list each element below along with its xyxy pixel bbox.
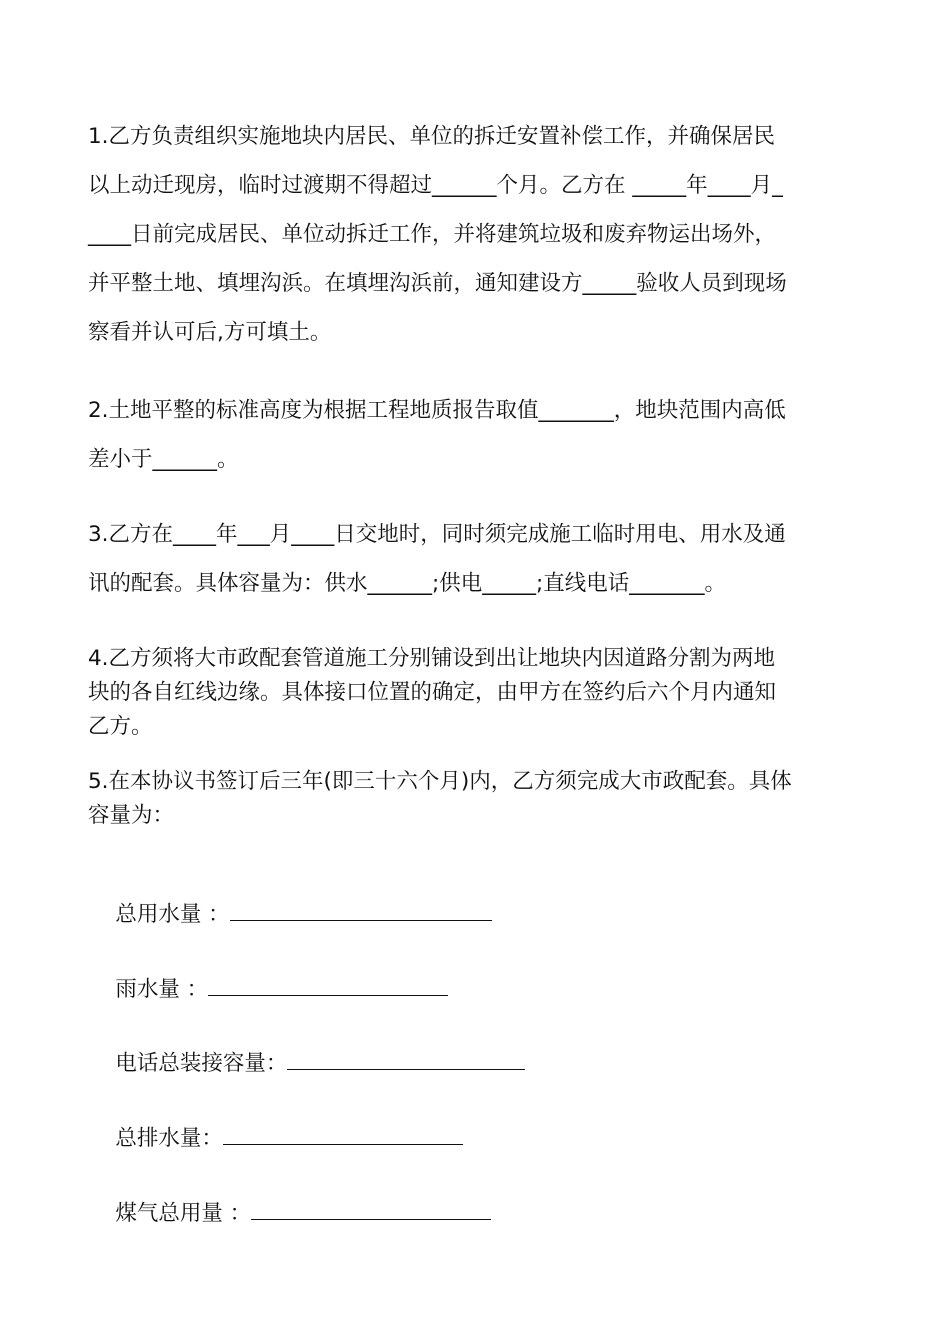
field-label: 煤气总用量 ： <box>115 1201 252 1226</box>
clause-3-line-1: 3.乙方在____年___月____日交地时，同时须完成施工临时用电、用水及通 <box>88 522 786 547</box>
clause-1-line-4: 并平整土地、填埋沟浜。在填埋沟浜前，通知建设方_____验收人员到现场 <box>88 271 787 296</box>
drainage-blank[interactable] <box>223 1122 463 1145</box>
clause-5 <box>88 765 864 833</box>
field-label: 总用水量 ： <box>115 902 230 927</box>
clause-2 <box>88 386 864 484</box>
clause-4-line-3: 乙方。 <box>88 714 153 739</box>
clause-3 <box>88 510 864 608</box>
clause-5-line-1: 5.在本协议书签订后三年(即三十六个月)内，乙方须完成大市政配套。具体 <box>88 769 792 794</box>
clause-3-line-2: 讯的配套。具体容量为：供水______;供电_____;直线电话_______。 <box>88 571 726 596</box>
clause-5-line-2: 容量为： <box>88 803 175 828</box>
clause-1-line-2: 以上动迁现房，临时过渡期不得超过______个月。乙方在 _____年____月_ <box>88 173 783 198</box>
field-label: 电话总装接容量： <box>115 1051 288 1076</box>
field-label: 雨水量 ： <box>115 977 209 1002</box>
field-label: 总排水量： <box>115 1126 223 1151</box>
clause-4-line-2: 块的各自红线边缘。具体接口位置的确定，由甲方在签约后六个月内通知 <box>88 680 777 705</box>
clause-4 <box>88 642 864 744</box>
clause-1-line-1: 1.乙方负责组织实施地块内居民、单位的拆迁安置补偿工作，并确保居民 <box>88 124 776 149</box>
clause-1-line-5: 察看并认可后,方可填土。 <box>88 320 332 345</box>
rainwater-blank[interactable] <box>208 973 448 996</box>
clause-1-line-3: ____日前完成居民、单位动拆迁工作，并将建筑垃圾和废弃物运出场外， <box>88 222 777 247</box>
gas-use-blank[interactable] <box>251 1197 491 1220</box>
clause-1 <box>88 112 864 357</box>
clause-4-line-1: 4.乙方须将大市政配套管道施工分别铺设到出让地块内因道路分割为两地 <box>88 646 776 671</box>
telephone-capacity-blank[interactable] <box>287 1047 525 1070</box>
capacity-field-gas <box>88 1167 491 1259</box>
water-use-blank[interactable] <box>230 898 492 921</box>
clause-2-line-2: 差小于______。 <box>88 447 239 472</box>
clause-2-line-1: 2.土地平整的标准高度为根据工程地质报告取值_______，地块范围内高低 <box>88 398 786 423</box>
